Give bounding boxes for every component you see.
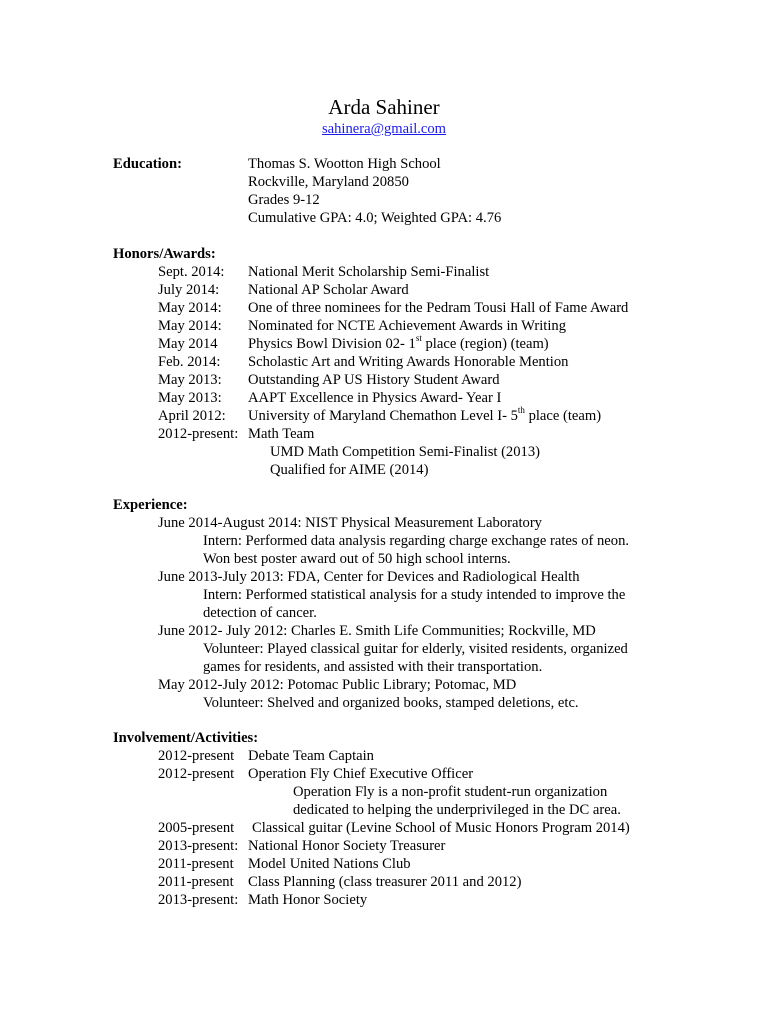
activity-detail: Operation Fly is a non-profit student-run organization: [293, 784, 608, 800]
honor-sub-item: Qualified for AIME (2014): [270, 462, 429, 478]
education-heading: Education:: [113, 156, 182, 172]
experience-heading: Experience:: [113, 497, 188, 513]
honor-date: May 2014:: [158, 300, 222, 316]
honor-text-part: place (team): [524, 408, 602, 424]
experience-detail: Intern: Performed statistical analysis for a study intended to improve the: [203, 587, 626, 603]
honor-date: May 2013:: [158, 390, 222, 406]
activity-date: 2012-present: [158, 766, 235, 782]
activity-text: National Honor Society Treasurer: [248, 838, 446, 854]
honor-text: AAPT Excellence in Physics Award- Year I: [248, 390, 502, 406]
activity-text: Math Honor Society: [248, 892, 368, 908]
honor-text: National AP Scholar Award: [248, 282, 409, 298]
education-line: Cumulative GPA: 4.0; Weighted GPA: 4.76: [248, 210, 502, 226]
honor-text: [248, 335, 549, 353]
education-line: Grades 9-12: [248, 192, 320, 208]
experience-entry: June 2014-August 2014: NIST Physical Measurement Laboratory: [158, 515, 542, 531]
experience-detail: Intern: Performed data analysis regarding charge exchange rates of neon.: [203, 533, 630, 549]
honor-text: National Merit Scholarship Semi-Finalist: [248, 264, 490, 280]
experience-detail: games for residents, and assisted with their transportation.: [203, 659, 543, 675]
honor-date: 2012-present:: [158, 426, 239, 442]
activities-heading: Involvement/Activities:: [113, 730, 259, 746]
honor-text: One of three nominees for the Pedram Tousi Hall of Fame Award: [248, 300, 629, 316]
honor-date: Sept. 2014:: [158, 264, 225, 280]
activity-date: 2005-present: [158, 820, 235, 836]
honor-text-part: place (region) (team): [421, 336, 549, 352]
email-line: [0, 120, 768, 138]
activity-date: 2011-present: [158, 874, 234, 890]
ordinal-suffix: st: [415, 333, 422, 344]
email-link[interactable]: sahinera@gmail.com: [321, 121, 447, 137]
honor-date: May 2013:: [158, 372, 222, 388]
honor-text: Scholastic Art and Writing Awards Honorable Mention: [248, 354, 569, 370]
experience-entry: June 2013-July 2013: FDA, Center for Devices and Radiological Health: [158, 569, 580, 585]
experience-entry: May 2012-July 2012: Potomac Public Library; Potomac, MD: [158, 677, 517, 693]
activity-date: 2013-present:: [158, 838, 239, 854]
honor-text: Outstanding AP US History Student Award: [248, 372, 500, 388]
experience-detail: Won best poster award out of 50 high school interns.: [203, 551, 511, 567]
activity-text: Class Planning (class treasurer 2011 and 2012): [248, 874, 522, 890]
honor-text: [248, 407, 601, 425]
activity-date: 2012-present: [158, 748, 235, 764]
honor-text-part: University of Maryland Chemathon Level I- 5: [248, 408, 518, 424]
activity-text: Operation Fly Chief Executive Officer: [248, 766, 474, 782]
honors-heading: Honors/Awards:: [113, 246, 216, 262]
activity-text: Debate Team Captain: [248, 748, 374, 764]
education-line: Thomas S. Wootton High School: [248, 156, 441, 172]
experience-detail: detection of cancer.: [203, 605, 317, 621]
honor-date: April 2012:: [158, 408, 226, 424]
honor-date: May 2014:: [158, 318, 222, 334]
honor-text: Nominated for NCTE Achievement Awards in Writing: [248, 318, 566, 334]
activity-text: Model United Nations Club: [248, 856, 411, 872]
honor-date: Feb. 2014:: [158, 354, 221, 370]
honor-date: July 2014:: [158, 282, 220, 298]
activity-date: 2013-present:: [158, 892, 239, 908]
education-line: Rockville, Maryland 20850: [248, 174, 409, 190]
honor-date: May 2014: [158, 336, 218, 352]
honor-sub-item: UMD Math Competition Semi-Finalist (2013): [270, 444, 540, 460]
activity-detail: dedicated to helping the underprivileged in the DC area.: [293, 802, 621, 818]
honor-text: Math Team: [248, 426, 315, 442]
activity-date: 2011-present: [158, 856, 234, 872]
ordinal-suffix: th: [517, 405, 525, 416]
experience-detail: Volunteer: Shelved and organized books, stamped deletions, etc.: [203, 695, 579, 711]
experience-detail: Volunteer: Played classical guitar for elderly, visited residents, organized: [203, 641, 628, 657]
honor-text-part: Physics Bowl Division 02- 1: [248, 336, 416, 352]
experience-entry: June 2012- July 2012: Charles E. Smith Life Communities; Rockville, MD: [158, 623, 596, 639]
resume-name: Arda Sahiner: [328, 95, 440, 119]
activity-text: Classical guitar (Levine School of Music Honors Program 2014): [252, 820, 630, 836]
